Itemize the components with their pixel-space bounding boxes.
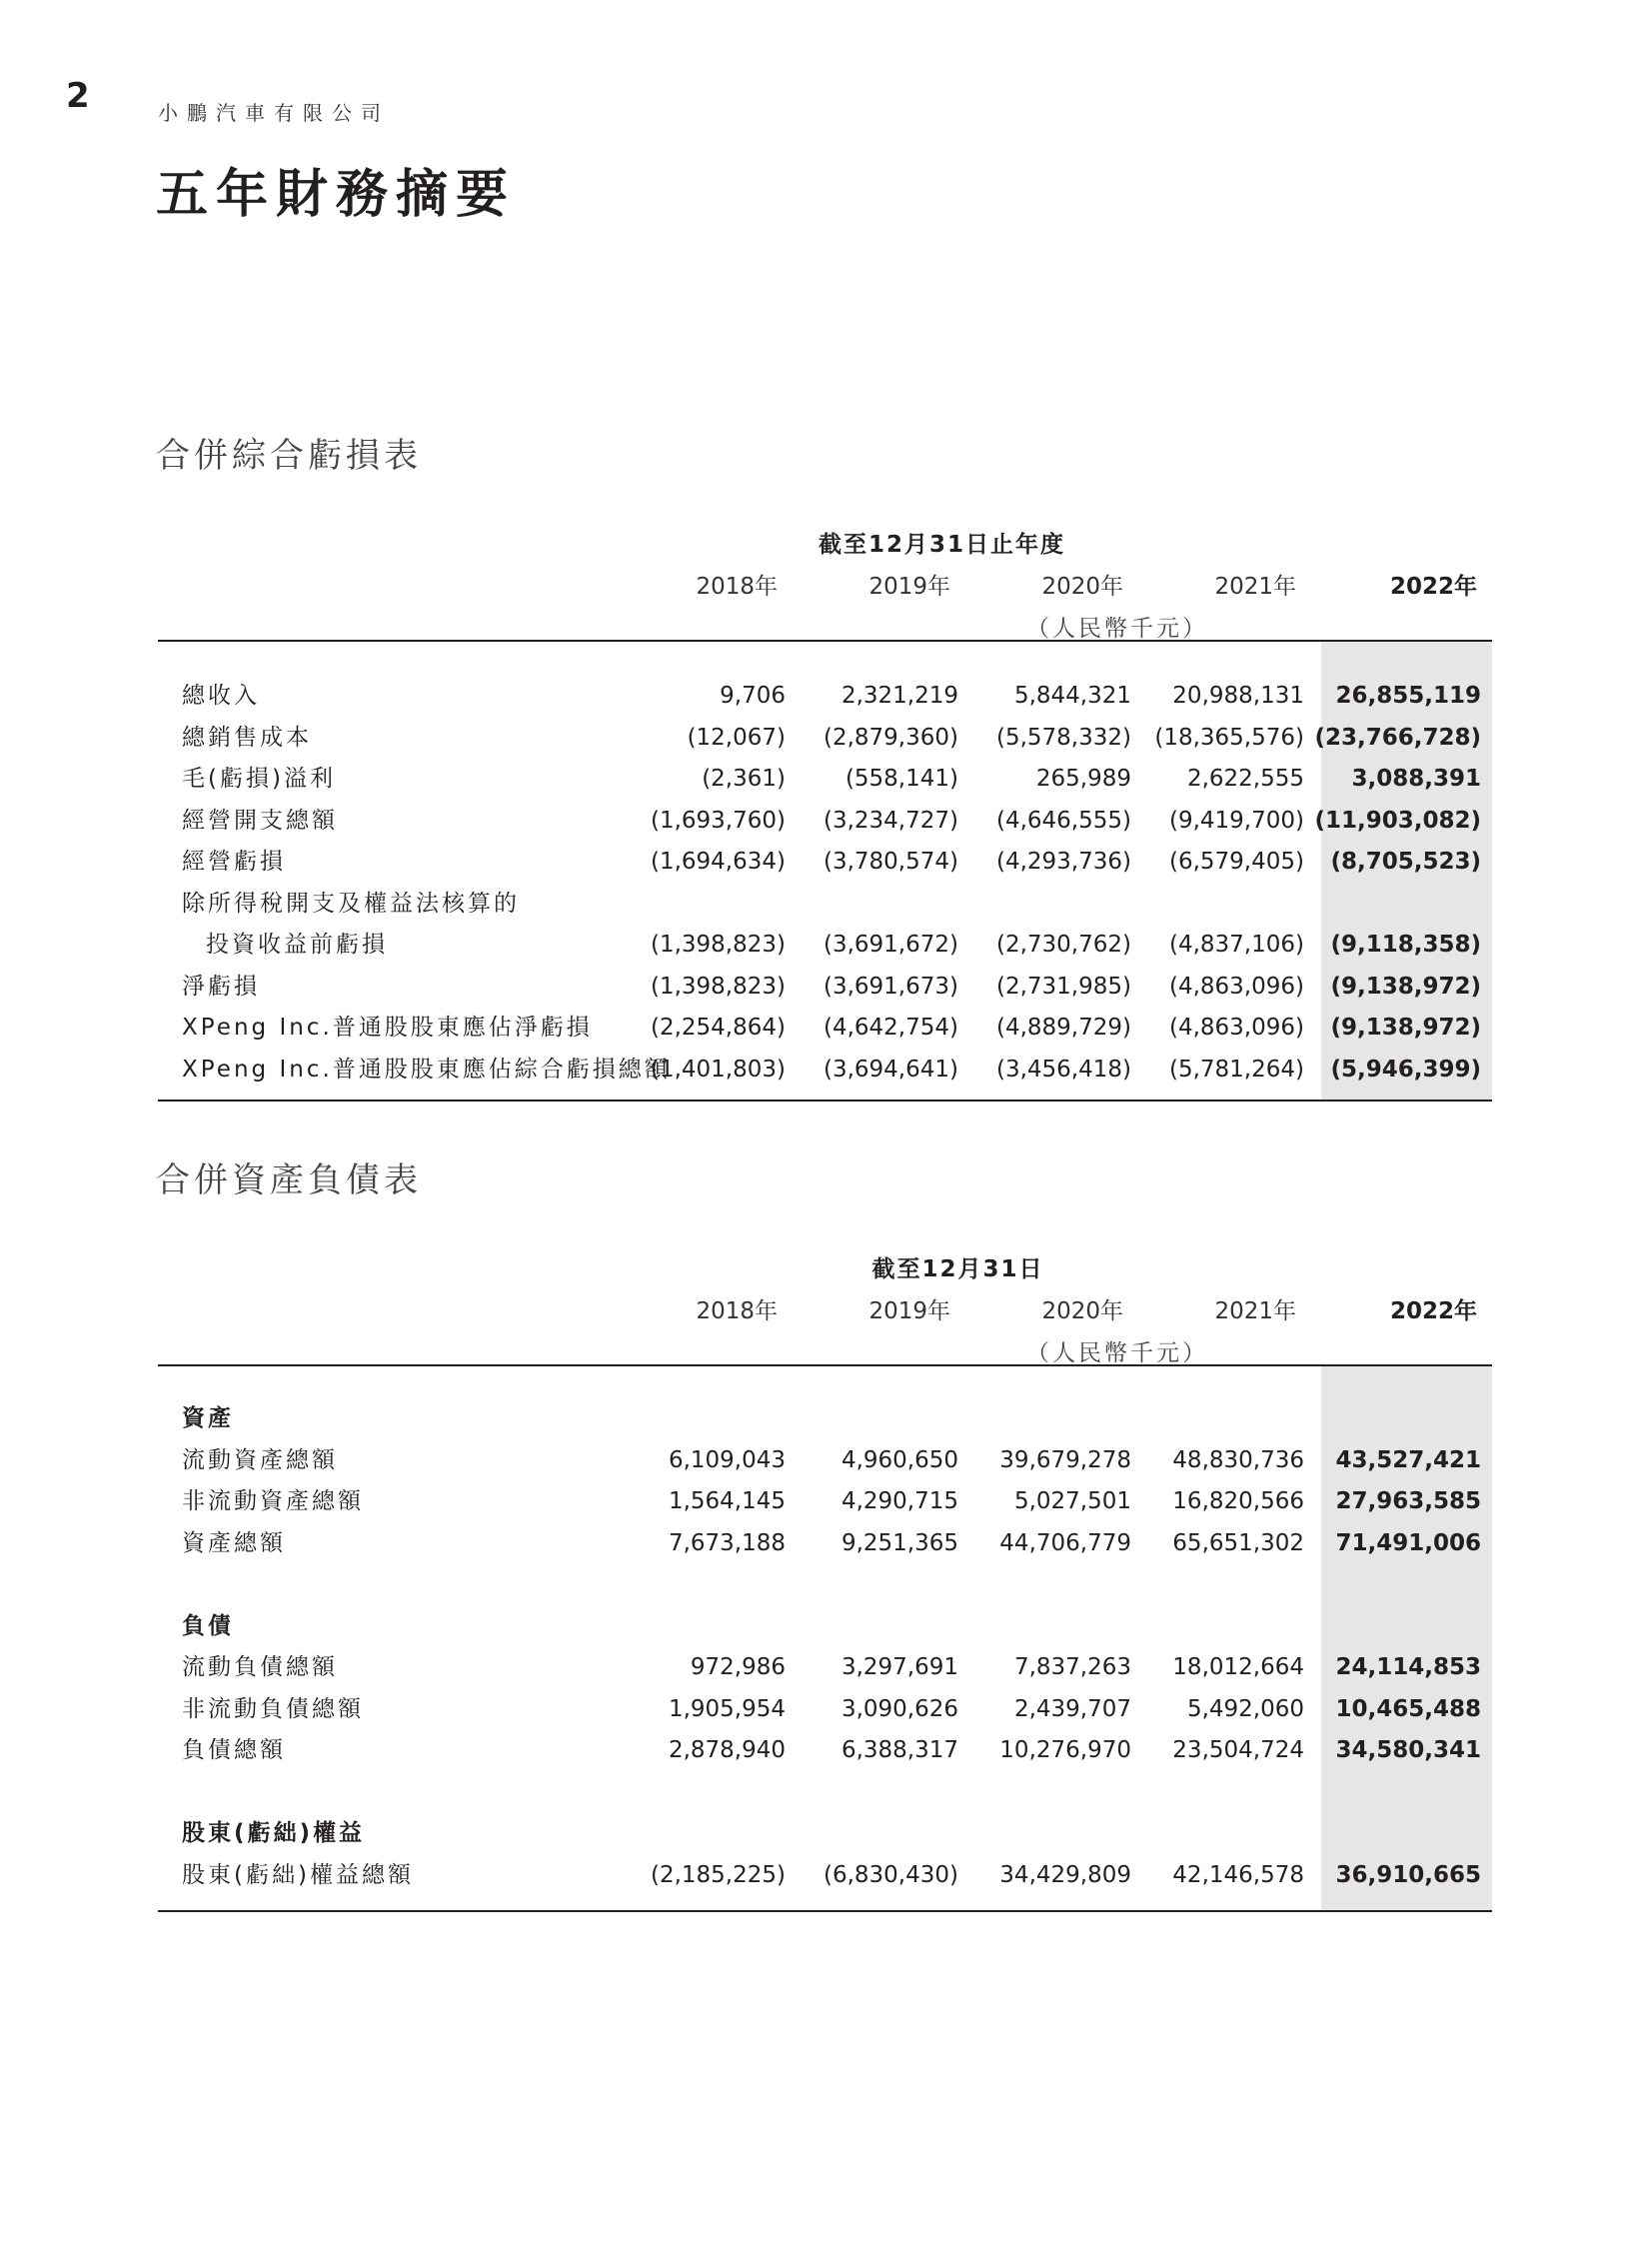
cell-value: 3,090,626 xyxy=(840,1695,958,1722)
cell-value: 10,276,970 xyxy=(999,1737,1131,1763)
row-label: 經營虧損 xyxy=(182,849,286,875)
cell-value: (2,254,864) xyxy=(650,1015,786,1041)
cell-value: (2,731,985) xyxy=(995,973,1131,1000)
row-label: XPeng Inc.普通股股東應佔綜合虧損總額 xyxy=(182,1056,671,1083)
income-year-2020: 2020年 xyxy=(1041,574,1123,600)
income-year-2019: 2019年 xyxy=(868,574,950,600)
cell-value: (1,398,823) xyxy=(650,973,786,1000)
row-label: 總銷售成本 xyxy=(182,724,312,751)
income-statement-title: 合併綜合虧損表 xyxy=(156,436,422,476)
cell-value: 2,439,707 xyxy=(1013,1695,1131,1722)
section-heading-row xyxy=(158,1605,1492,1647)
cell-value: (4,837,106) xyxy=(1168,932,1304,958)
cell-value: (3,691,672) xyxy=(823,932,958,958)
cell-value: (8,705,523) xyxy=(1330,849,1481,875)
section-heading: 股東(虧絀)權益 xyxy=(182,1820,366,1846)
table-row xyxy=(158,800,1492,842)
cell-value: 5,027,501 xyxy=(1013,1488,1131,1514)
cell-value: (1,693,760) xyxy=(650,807,786,834)
cell-value: 27,963,585 xyxy=(1335,1488,1481,1514)
cell-value: (4,293,736) xyxy=(995,849,1131,875)
cell-value: (2,185,225) xyxy=(650,1861,786,1888)
cell-value: 7,673,188 xyxy=(668,1529,786,1556)
cell-value: (4,889,729) xyxy=(995,1015,1131,1041)
cell-value: 5,844,321 xyxy=(1013,683,1131,709)
cell-value: (3,456,418) xyxy=(995,1056,1131,1083)
balance-unit: （人民幣千元） xyxy=(1026,1340,1208,1366)
row-label: 總收入 xyxy=(182,683,260,709)
income-statement-table xyxy=(158,520,1492,1105)
cell-value: 3,088,391 xyxy=(1351,766,1481,792)
cell-value: (1,401,803) xyxy=(650,1056,786,1083)
cell-value: 42,146,578 xyxy=(1172,1861,1304,1888)
income-year-2021: 2021年 xyxy=(1214,574,1296,600)
cell-value: (3,694,641) xyxy=(823,1056,958,1083)
cell-value: 18,012,664 xyxy=(1172,1654,1304,1680)
row-label: 資產總額 xyxy=(182,1529,286,1556)
row-label: 經營開支總額 xyxy=(182,807,338,834)
cell-value: (9,118,358) xyxy=(1330,932,1481,958)
cell-value: (4,646,555) xyxy=(995,807,1131,834)
cell-value: 20,988,131 xyxy=(1172,683,1304,709)
table-row xyxy=(158,883,1492,925)
cell-value: (18,365,576) xyxy=(1154,724,1304,751)
cell-value: 44,706,779 xyxy=(999,1529,1131,1556)
row-label: 非流動負債總額 xyxy=(182,1695,364,1722)
table-row xyxy=(158,1729,1492,1771)
table-row xyxy=(158,924,1492,966)
cell-value: (5,946,399) xyxy=(1330,1056,1481,1083)
cell-value: 16,820,566 xyxy=(1172,1488,1304,1514)
cell-value: (5,578,332) xyxy=(995,724,1131,751)
cell-value: (558,141) xyxy=(844,766,958,792)
row-label: 負債總額 xyxy=(182,1737,286,1763)
cell-value: 43,527,421 xyxy=(1335,1446,1481,1473)
income-bottom-rule xyxy=(158,1100,1492,1102)
table-row xyxy=(158,675,1492,717)
cell-value: (9,138,972) xyxy=(1330,1015,1481,1041)
cell-value: (6,830,430) xyxy=(823,1861,958,1888)
table-row xyxy=(158,1646,1492,1688)
cell-value: 36,910,665 xyxy=(1335,1861,1481,1888)
income-year-2018: 2018年 xyxy=(696,574,778,600)
income-unit: （人民幣千元） xyxy=(1026,616,1208,642)
table-row xyxy=(158,1439,1492,1481)
table-row xyxy=(158,1854,1492,1896)
table-row xyxy=(158,841,1492,883)
cell-value: 7,837,263 xyxy=(1013,1654,1131,1680)
cell-value: (2,879,360) xyxy=(823,724,958,751)
cell-value: (1,694,634) xyxy=(650,849,786,875)
row-label: 投資收益前虧損 xyxy=(206,932,388,958)
cell-value: (4,863,096) xyxy=(1168,973,1304,1000)
row-label: 流動負債總額 xyxy=(182,1654,338,1680)
cell-value: 9,706 xyxy=(720,683,786,709)
balance-bottom-rule xyxy=(158,1910,1492,1912)
cell-value: (4,642,754) xyxy=(823,1015,958,1041)
row-label: 股東(虧絀)權益總額 xyxy=(182,1861,414,1888)
row-label: 非流動資產總額 xyxy=(182,1488,364,1514)
cell-value: 10,465,488 xyxy=(1335,1695,1481,1722)
cell-value: 972,986 xyxy=(690,1654,786,1680)
cell-value: (12,067) xyxy=(687,724,786,751)
balance-year-2019: 2019年 xyxy=(868,1298,950,1324)
income-top-rule xyxy=(158,640,1492,642)
cell-value: 23,504,724 xyxy=(1172,1737,1304,1763)
table-row xyxy=(158,1049,1492,1091)
balance-period-header: 截至12月31日 xyxy=(871,1256,1044,1282)
cell-value: 26,855,119 xyxy=(1335,683,1481,709)
cell-value: 24,114,853 xyxy=(1335,1654,1481,1680)
table-row xyxy=(158,1522,1492,1564)
cell-value: 1,905,954 xyxy=(668,1695,786,1722)
balance-year-2018: 2018年 xyxy=(696,1298,778,1324)
company-name: 小鵬汽車有限公司 xyxy=(158,101,390,125)
cell-value: 48,830,736 xyxy=(1172,1446,1304,1473)
row-label: 毛(虧損)溢利 xyxy=(182,766,336,792)
cell-value: (3,780,574) xyxy=(823,849,958,875)
cell-value: 265,989 xyxy=(1035,766,1131,792)
cell-value: 34,580,341 xyxy=(1335,1737,1481,1763)
table-row xyxy=(158,966,1492,1008)
section-heading-row xyxy=(158,1397,1492,1439)
table-row xyxy=(158,1480,1492,1522)
balance-year-2020: 2020年 xyxy=(1041,1298,1123,1324)
cell-value: (3,691,673) xyxy=(823,973,958,1000)
income-period-header: 截至12月31日止年度 xyxy=(818,532,1065,558)
cell-value: 2,878,940 xyxy=(668,1737,786,1763)
cell-value: (23,766,728) xyxy=(1314,724,1481,751)
cell-value: (9,138,972) xyxy=(1330,973,1481,1000)
cell-value: 4,960,650 xyxy=(840,1446,958,1473)
row-label: 淨虧損 xyxy=(182,973,260,1000)
cell-value: (5,781,264) xyxy=(1168,1056,1304,1083)
section-heading: 資產 xyxy=(182,1405,234,1431)
table-row xyxy=(158,758,1492,800)
cell-value: (1,398,823) xyxy=(650,932,786,958)
cell-value: 1,564,145 xyxy=(668,1488,786,1514)
balance-top-rule xyxy=(158,1364,1492,1366)
cell-value: (9,419,700) xyxy=(1168,807,1304,834)
cell-value: 39,679,278 xyxy=(999,1446,1131,1473)
balance-sheet-title: 合併資產負債表 xyxy=(156,1160,422,1200)
page-number: 2 xyxy=(66,76,90,116)
section-heading: 負債 xyxy=(182,1612,234,1639)
balance-year-2021: 2021年 xyxy=(1214,1298,1296,1324)
balance-year-2022: 2022年 xyxy=(1389,1298,1477,1324)
cell-value: 34,429,809 xyxy=(999,1861,1131,1888)
cell-value: 9,251,365 xyxy=(840,1529,958,1556)
cell-value: 2,321,219 xyxy=(840,683,958,709)
cell-value: 5,492,060 xyxy=(1186,1695,1304,1722)
section-heading-row xyxy=(158,1812,1492,1854)
cell-value: (3,234,727) xyxy=(823,807,958,834)
income-year-2022: 2022年 xyxy=(1389,574,1477,600)
cell-value: (2,361) xyxy=(702,766,786,792)
table-row xyxy=(158,1007,1492,1049)
cell-value: 4,290,715 xyxy=(840,1488,958,1514)
row-label: 除所得稅開支及權益法核算的 xyxy=(182,890,520,917)
cell-value: 65,651,302 xyxy=(1172,1529,1304,1556)
table-row xyxy=(158,1688,1492,1730)
page-title: 五年財務摘要 xyxy=(156,165,517,225)
cell-value: (6,579,405) xyxy=(1168,849,1304,875)
cell-value: 2,622,555 xyxy=(1186,766,1304,792)
cell-value: 6,109,043 xyxy=(668,1446,786,1473)
cell-value: 6,388,317 xyxy=(840,1737,958,1763)
cell-value: (2,730,762) xyxy=(995,932,1131,958)
balance-sheet-table xyxy=(158,1244,1492,1914)
cell-value: 71,491,006 xyxy=(1335,1529,1481,1556)
cell-value: (4,863,096) xyxy=(1168,1015,1304,1041)
cell-value: (11,903,082) xyxy=(1314,807,1481,834)
cell-value: 3,297,691 xyxy=(840,1654,958,1680)
row-label: XPeng Inc.普通股股東應佔淨虧損 xyxy=(182,1015,593,1041)
table-row xyxy=(158,717,1492,759)
row-label: 流動資產總額 xyxy=(182,1446,338,1473)
